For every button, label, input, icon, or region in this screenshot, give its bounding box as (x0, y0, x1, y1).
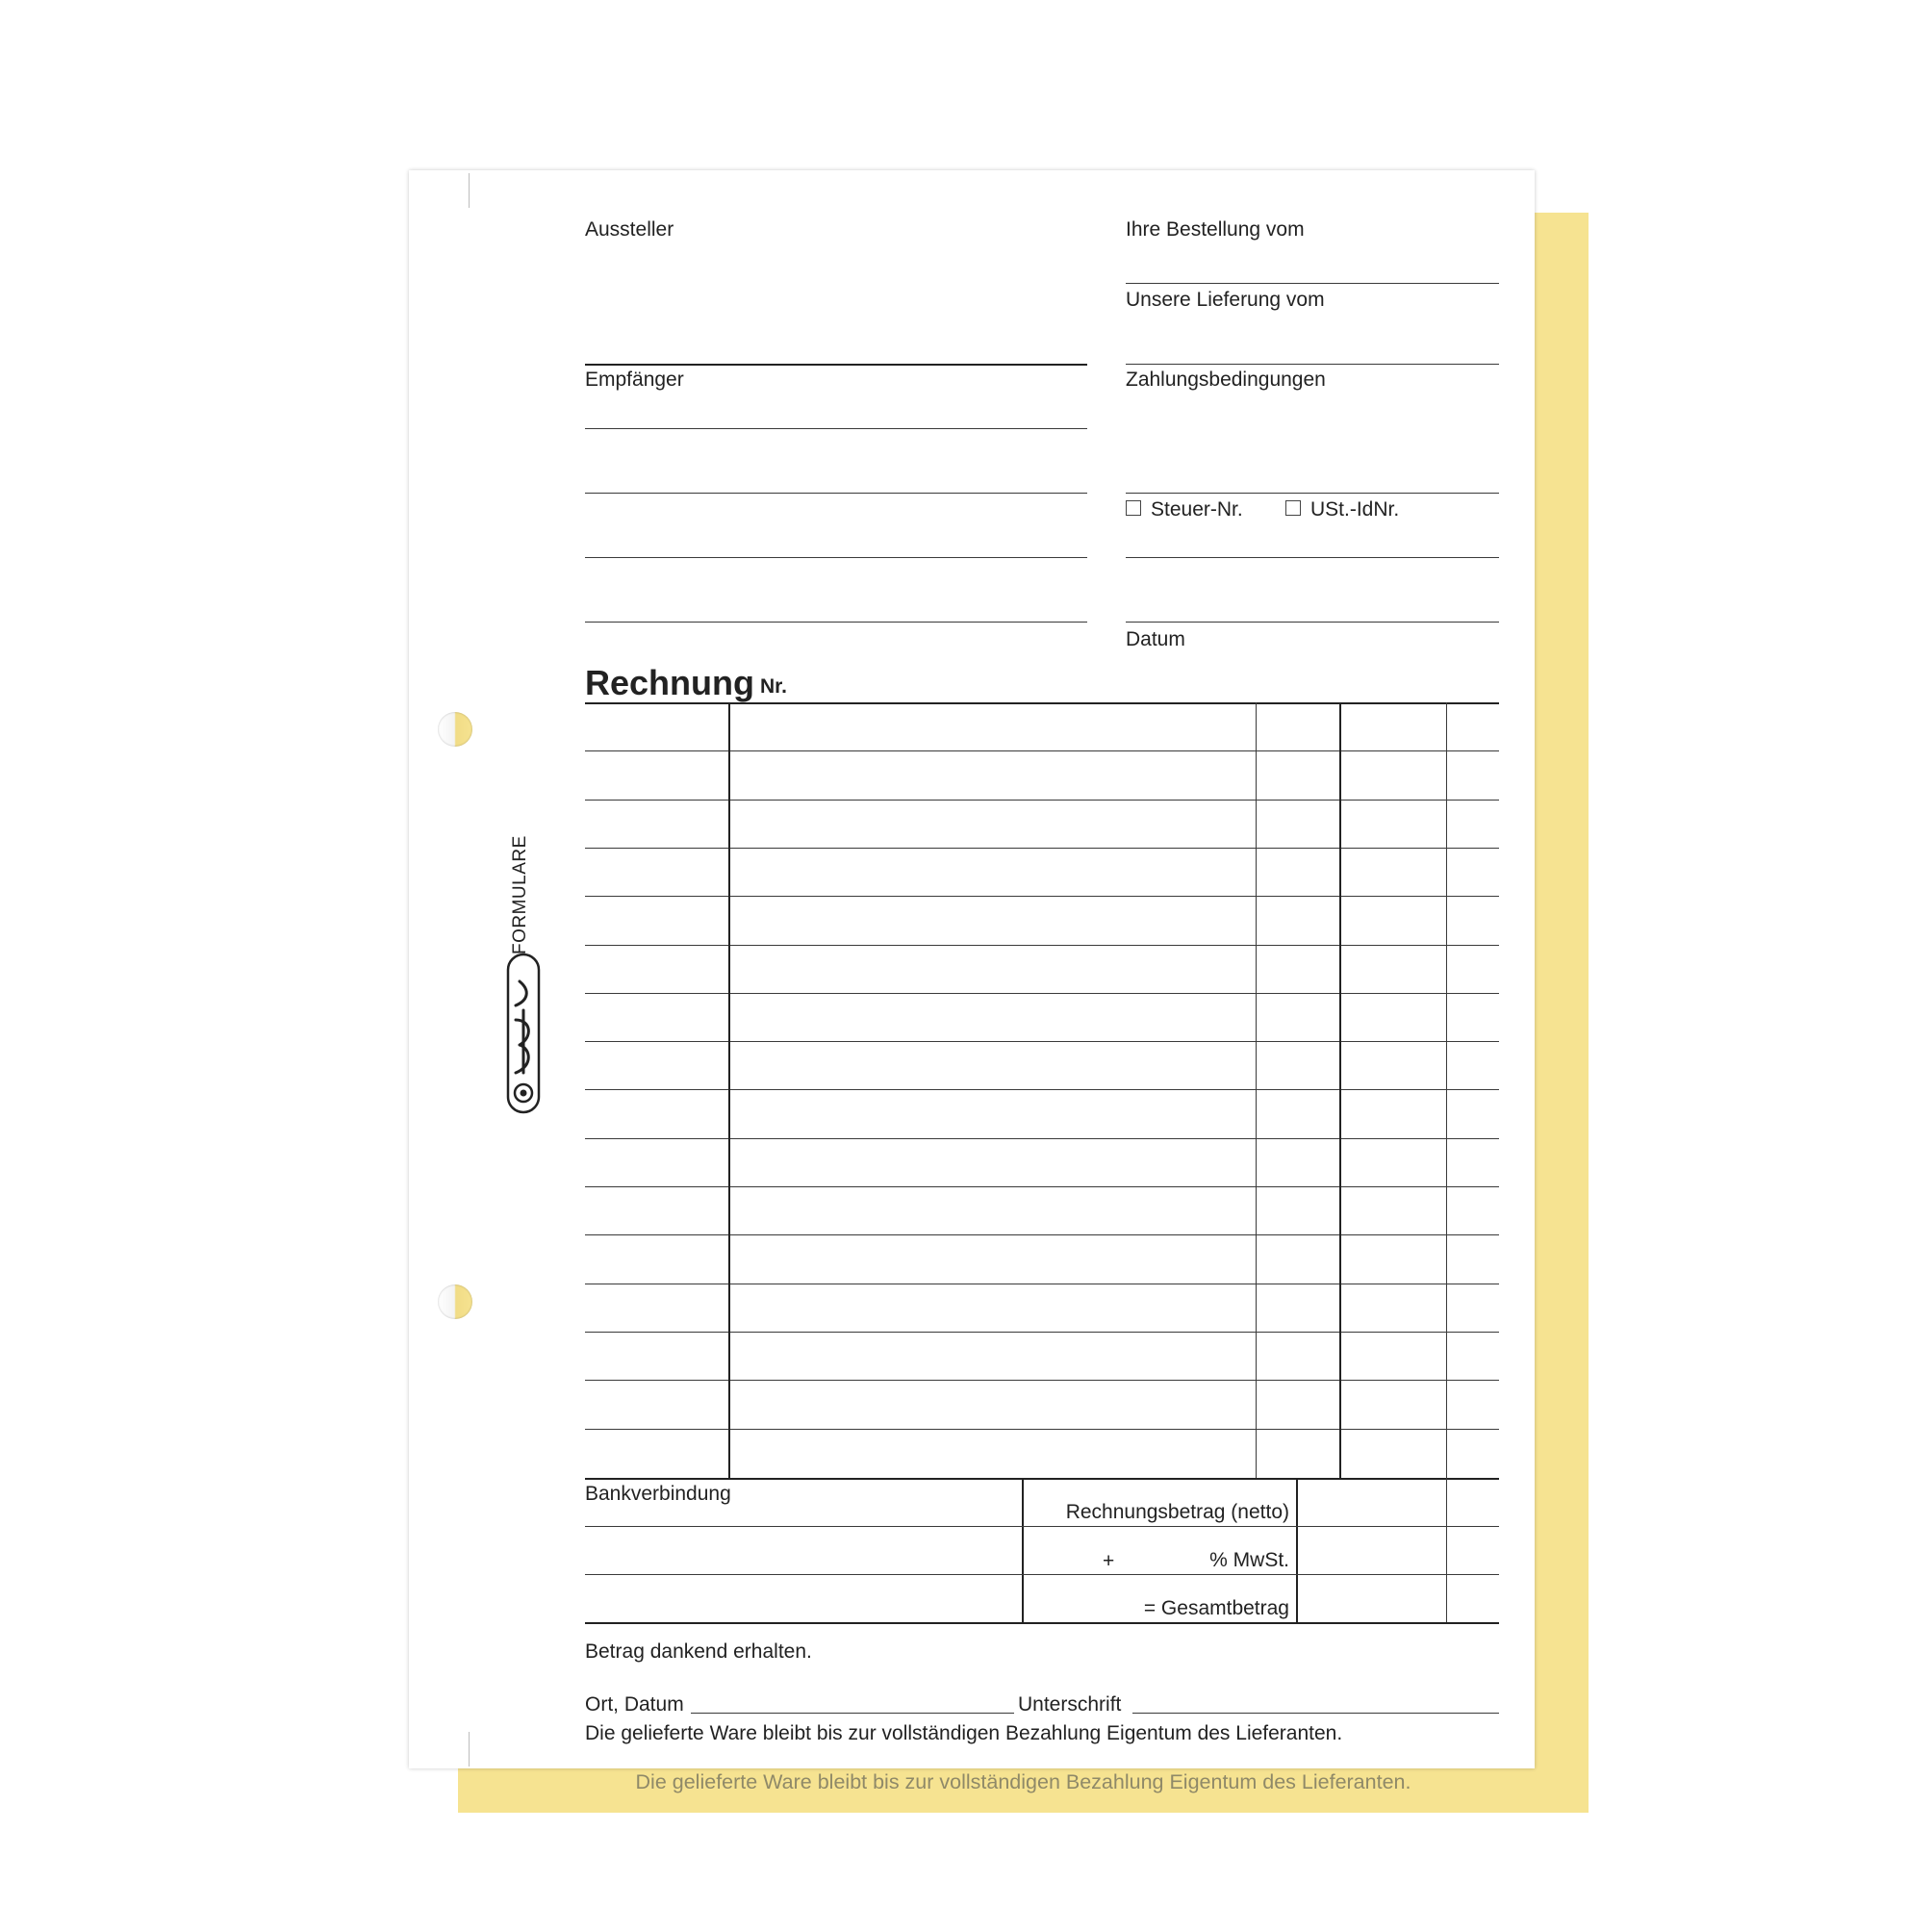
punch-hole-top (438, 712, 472, 747)
unterschrift-label: Unterschrift (1018, 1693, 1122, 1716)
margin-tick-top (469, 173, 470, 208)
herlitz-brand (491, 827, 577, 1116)
table-row-line (585, 800, 1499, 801)
table-row-line (585, 1089, 1499, 1090)
steuer-nr-checkbox[interactable] (1126, 500, 1141, 516)
empfaenger-line-3[interactable] (585, 557, 1087, 558)
table-row-line (585, 1186, 1499, 1187)
margin-tick-bottom (469, 1732, 470, 1767)
table-row-line (585, 1380, 1499, 1381)
invoice-title: Rechnung (585, 663, 754, 702)
table-bottom-border (585, 1478, 1499, 1480)
bankverbindung-label: Bankverbindung (585, 1483, 731, 1505)
table-row-line (585, 945, 1499, 946)
mwst-plus-sign: + (1103, 1550, 1115, 1572)
zahlungsbedingungen-line[interactable] (1126, 493, 1499, 494)
steuer-nr-label: Steuer-Nr. (1151, 498, 1243, 521)
ort-datum-line[interactable] (691, 1713, 1014, 1714)
tax-number-line[interactable] (1126, 557, 1499, 558)
empfaenger-line-1[interactable] (585, 428, 1087, 429)
table-row-line (585, 896, 1499, 897)
table-col-divider-4 (1446, 702, 1447, 1478)
table-row-line (585, 1234, 1499, 1235)
table-row-line (585, 848, 1499, 849)
aussteller-label: Aussteller (585, 218, 674, 241)
table-col-divider-3 (1339, 702, 1341, 1478)
unterschrift-line[interactable] (1132, 1713, 1499, 1714)
punch-hole-bottom (438, 1284, 472, 1319)
datum-label: Datum (1126, 628, 1185, 650)
ihre-bestellung-line[interactable] (1126, 283, 1499, 284)
ust-idnr-checkbox[interactable] (1285, 500, 1301, 516)
totals-divider-right (1446, 1478, 1447, 1622)
table-row-line (585, 993, 1499, 994)
empfaenger-line-4[interactable] (585, 622, 1087, 623)
table-row-line (585, 1041, 1499, 1042)
ihre-bestellung-label: Ihre Bestellung vom (1126, 218, 1305, 241)
empfaenger-label: Empfänger (585, 369, 684, 391)
empfaenger-line-2[interactable] (585, 493, 1087, 494)
unsere-lieferung-label: Unsere Lieferung vom (1126, 289, 1325, 311)
invoice-form-sheet (409, 170, 1535, 1768)
brand-series-label: FORMULARE (510, 835, 530, 954)
totals-divider-mid (1296, 1478, 1298, 1622)
table-row-line (585, 1429, 1499, 1430)
zahlungsbedingungen-label: Zahlungsbedingungen (1126, 369, 1326, 391)
totals-row-line-2 (585, 1574, 1499, 1575)
yellow-copy-footer-note: Die gelieferte Ware bleibt bis zur vollständigen Bezahlung Eigentum des Lieferanten. (635, 1770, 1411, 1793)
totals-bottom-border (585, 1622, 1499, 1624)
table-col-divider-1 (728, 702, 730, 1478)
table-top-border (585, 702, 1499, 704)
datum-line[interactable] (1126, 622, 1499, 623)
gesamtbetrag-label: = Gesamtbetrag (1143, 1597, 1289, 1619)
table-row-line (585, 1138, 1499, 1139)
betrag-erhalten-text: Betrag dankend erhalten. (585, 1640, 812, 1663)
mwst-label: % MwSt. (1209, 1549, 1289, 1571)
netto-label: Rechnungsbetrag (netto) (1065, 1501, 1289, 1523)
aussteller-line (585, 364, 1087, 366)
unsere-lieferung-line[interactable] (1126, 364, 1499, 365)
ust-idnr-label: USt.-IdNr. (1310, 498, 1400, 521)
table-col-divider-2 (1256, 702, 1257, 1478)
table-row-line (585, 1332, 1499, 1333)
eigentumsvorbehalt-note: Die gelieferte Ware bleibt bis zur vollständigen Bezahlung Eigentum des Lieferanten. (585, 1722, 1343, 1744)
totals-row-line-1 (585, 1526, 1499, 1527)
ort-datum-label: Ort, Datum (585, 1693, 684, 1716)
invoice-number-label: Nr. (760, 675, 788, 698)
table-row-line (585, 750, 1499, 751)
herlitz-logo-icon (506, 953, 545, 1116)
